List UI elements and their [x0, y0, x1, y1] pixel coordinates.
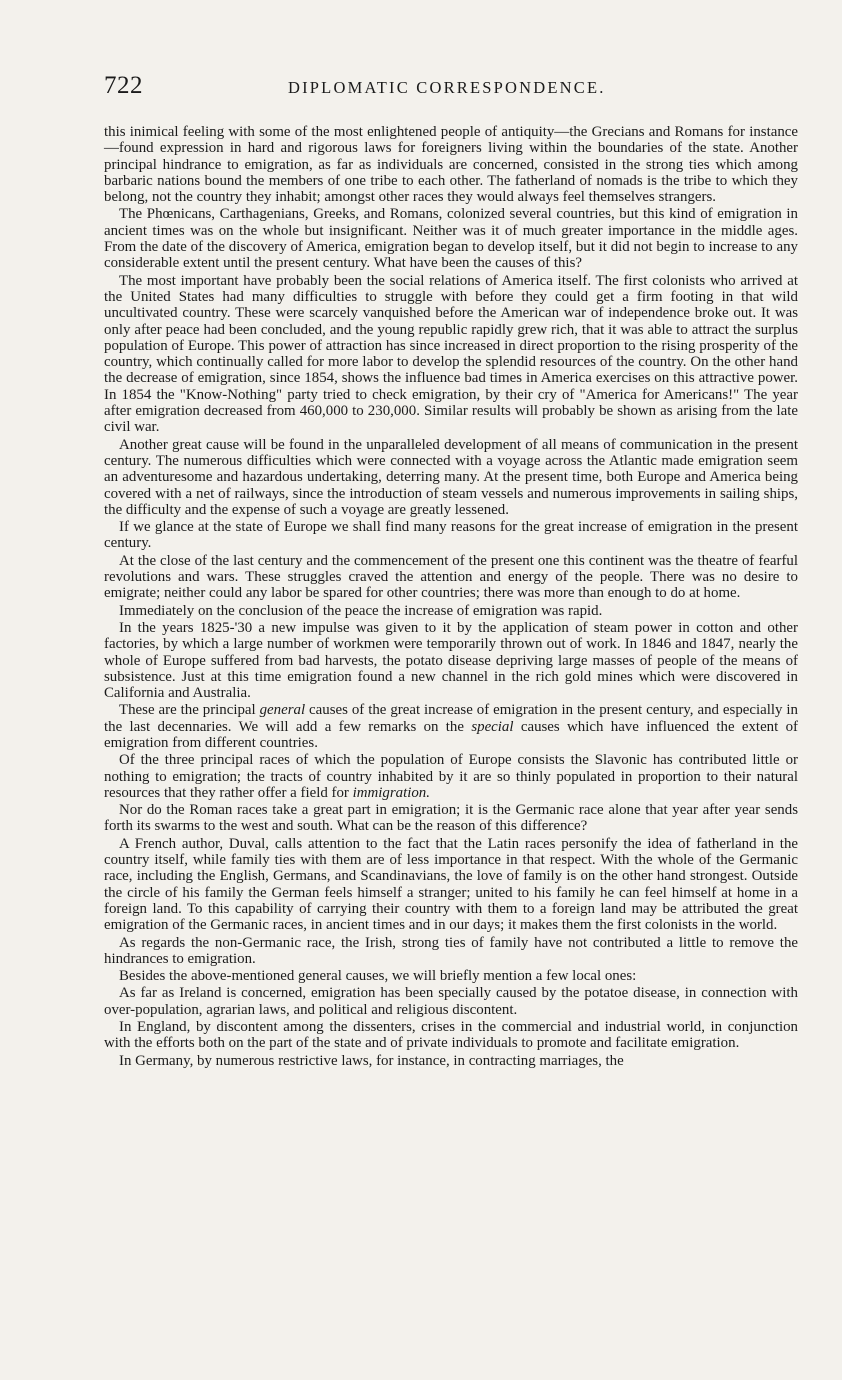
emphasis-special: special	[471, 718, 514, 735]
paragraph-slavonic	[104, 752, 798, 801]
paragraph: Immediately on the conclusion of the peace the increase of emigration was rapid.	[119, 602, 603, 619]
text-run: Of the three principal races of which the population of Europe consists the Slavonic has contributed little or nothing to emigration; the tracts of country inhabited by it are so thinly populated in proportion to their natural resources that they rather offer a field for	[104, 752, 798, 801]
paragraph: As regards the non-Germanic race, the Irish, strong ties of family have not contributed a little to remove the hindrances to emigration.	[104, 934, 798, 967]
paragraph: As far as Ireland is concerned, emigration has been specially caused by the potatoe disease, in connection with over-population, agrarian laws, and political and religious discontent.	[104, 985, 798, 1018]
text-run: causes of the great increase of emigration in the present century, and especially in the last decennaries. We will add a few remarks on the	[104, 702, 798, 735]
running-title: DIPLOMATIC CORRESPONDENCE.	[288, 78, 606, 97]
paragraph: this inimical feeling with some of the most enlightened people of antiquity—the Grecians and Romans for instance—found expression in hard and rigorous laws for foreigners living within the boundaries of the state. Another principal hindrance to emigration, as far as individuals are concerned, consisted in the strong ties which among barbaric nations bound the members of one tribe to each other. The fatherland of nomads is the tribe to which they belong, not the country they inhabit; amongst other races they would always feel themselves strangers.	[104, 124, 798, 206]
paragraph: At the close of the last century and the commencement of the present one this continent was the theatre of fearful revolutions and wars. These struggles craved the attention and energy of the people. There was no desire to emigrate; neither could any labor be spared for other countries; there was more than enough to do at home.	[104, 552, 798, 602]
paragraph: Besides the above-mentioned general causes, we will briefly mention a few local ones:	[119, 968, 637, 985]
text-run: These are the principal	[119, 702, 260, 719]
paragraph: If we glance at the state of Europe we shall find many reasons for the great increase of emigration in the present century.	[104, 519, 798, 552]
text-run: causes which have influenced the extent of emigration from different countries.	[104, 718, 798, 751]
page-number: 722	[104, 72, 143, 99]
paragraph: The Phœnicans, Carthagenians, Greeks, and Romans, colonized several countries, but this kind of emigration in ancient times was on the whole but insignificant. Neither was it of much greater importance in the middle ages. From the date of the discovery of America, emigration began to develop itself, but it did not begin to increase to any considerable extent until the present century. What have been the causes of this?	[104, 206, 798, 272]
emphasis-general: general	[259, 702, 306, 719]
paragraph: A French author, Duval, calls attention to the fact that the Latin races personify the idea of fatherland in the country itself, while family ties with them are of less importance in that respect. With the whole of the Germanic race, including the English, Germans, and Scandinavians, the love of family is on the other hand strongest. Outside the circle of his family the German feels himself a stranger; united to his family he can feel himself at home in a foreign land. To this capability of carrying their country with them to a foreign land may be attributed the great emigration of the Germanic races, in ancient times and in our days; it makes them the first colonists in the world.	[104, 835, 798, 934]
paragraph: Another great cause will be found in the unparalleled development of all means of communication in the present century. The numerous difficulties which were connected with a voyage across the Atlantic made emigration seem an adventuresome and hazardous undertaking, deterring many. At the present time, both Europe and America being covered with a net of railways, since the introduction of steam vessels and numerous improvements in sailing ships, the difficulty and the expense of such a voyage are greatly lessened.	[104, 436, 798, 518]
paragraph: The most important have probably been the social relations of America itself. The first colonists who arrived at the United States had many difficulties to struggle with before they could get a firm footing in that wild uncultivated country. These were scarcely vanquished before the American war of independence broke out. It was only after peace had been concluded, and the young republic rapidly grew rich, that it was able to attract the surplus population of Europe. This power of attraction has since increased in direct proportion to the rising prosperity of the country, which continually called for more labor to develop the splendid resources of the country. On the other hand the decrease of emigration, since 1854, shows the influence bad times in America exercises on this attractive power. In 1854 the "Know-Nothing" party tried to check emigration, by their cry of "America for Americans!" The year after emigration decreased from 460,000 to 230,000. Similar results will probably be shown as arising from the late civil war.	[104, 272, 798, 436]
body-text	[104, 124, 798, 1069]
paragraph: In Germany, by numerous restrictive laws, for instance, in contracting marriages, the	[119, 1052, 624, 1069]
page-header	[104, 72, 798, 120]
paragraph: Nor do the Roman races take a great part in emigration; it is the Germanic race alone that year after year sends forth its swarms to the west and south. What can be the reason of this difference?	[104, 802, 798, 835]
paragraph: In the years 1825-'30 a new impulse was given to it by the application of steam power in cotton and other factories, by which a large number of workmen were temporarily thrown out of work. In 1846 and 1847, nearly the whole of Europe suffered from bad harvests, the potato disease depriving large masses of people of the means of subsistence. Just at this time emigration found a new channel in the rich gold mines which were discovered in California and Australia.	[104, 619, 798, 702]
paragraph-general-causes	[104, 702, 798, 751]
paragraph: In England, by discontent among the dissenters, crises in the commercial and industrial world, in conjunction with the efforts both on the part of the state and of private individuals to promote and facilitate emigration.	[104, 1019, 798, 1052]
emphasis-immigration: immigration.	[352, 784, 430, 801]
